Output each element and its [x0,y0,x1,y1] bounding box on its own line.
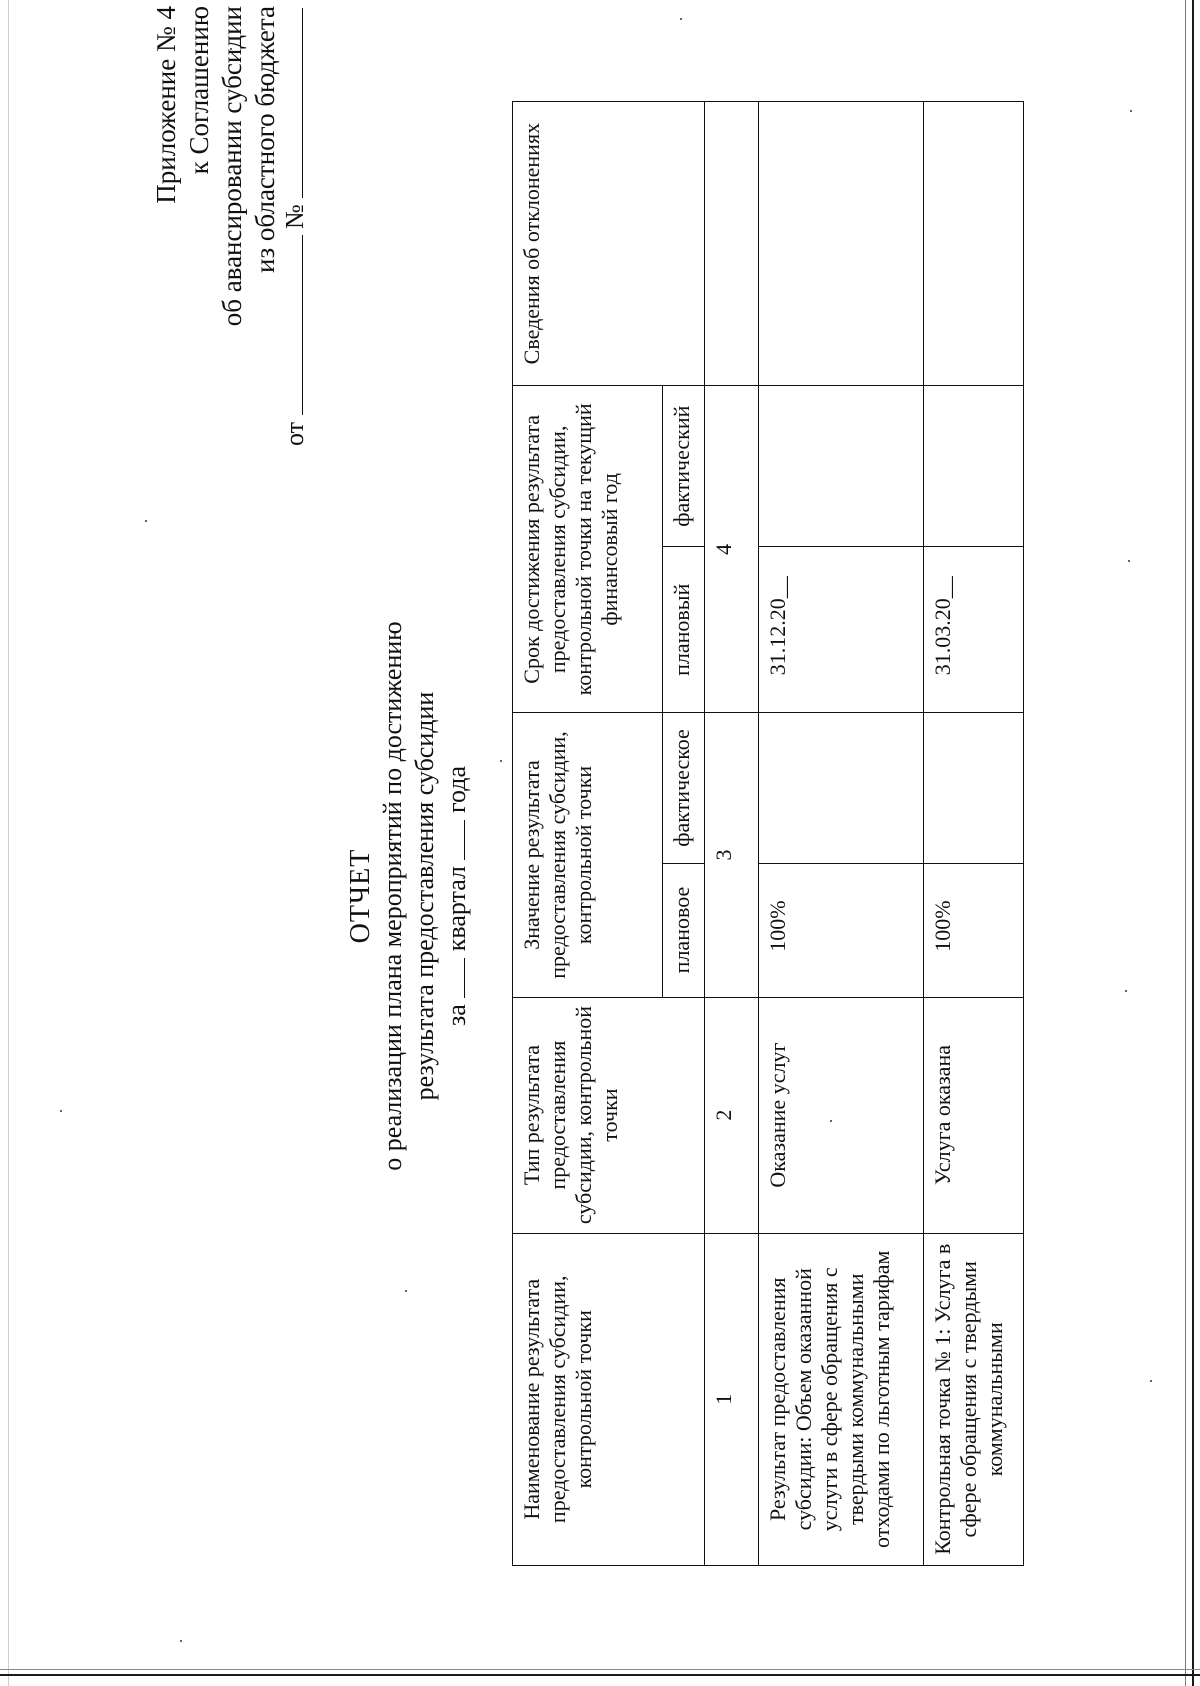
year-blank [442,820,465,860]
row-value-actual [924,713,1024,863]
row-type: Оказание услуг [759,997,924,1233]
column-number-empty [705,102,759,386]
row-value-planned: 100% [759,863,924,997]
header-deviations: Сведения об отклонениях [513,102,705,386]
column-number: 3 [705,713,759,997]
from-label: от [280,421,309,446]
appendix-number: Приложение № 4 [151,6,181,204]
report-title: ОТЧЕТ [345,848,376,944]
report-table [512,101,1024,1566]
column-number: 1 [705,1233,759,1565]
subheader-deadline-actual: фактический [663,386,705,547]
period-for: за [442,1004,471,1027]
row-deviations [924,102,1024,386]
subheader-value-planned: плановое [663,863,705,997]
row-value-planned: 100% [924,863,1024,997]
table-row [759,102,924,1566]
appendix-budget: из областного бюджета [250,6,280,273]
appendix-subject: об авансировании субсидии [217,6,247,327]
period-quarter: квартал [442,866,471,952]
header-name: Наименование результата предоставления субсидии, контрольной точки [513,1233,705,1565]
period-year: года [442,765,471,814]
column-number: 2 [705,997,759,1233]
report-subtitle: о реализации плана мероприятий по достижению [378,621,407,1171]
report-subtitle-2: результата предоставления субсидии [410,691,439,1101]
subheader-value-actual: фактическое [663,713,705,863]
number-blank [280,8,303,198]
header-value: Значение результата предоставления субсидии, контрольной точки [513,713,663,997]
appendix-agreement: к Соглашению [184,6,214,175]
header-type: Тип результата предоставления субсидии, контрольной точки [513,997,705,1233]
row-deadline-actual [924,386,1024,547]
quarter-blank [442,958,465,998]
report-title-block [345,306,473,1486]
row-name: Контрольная точка № 1: Услуга в сфере обращения с твердыми коммунальными [924,1233,1024,1565]
row-deviations [759,102,924,386]
table-header-row [513,102,663,1566]
subheader-deadline-planned: плановый [663,547,705,713]
row-deadline-planned: 31.03.20__ [924,547,1024,713]
row-type: Услуга оказана [924,997,1024,1233]
report-period [441,306,473,1486]
row-name: Результат предоставления субсидии: Объем оказанной услуги в сфере обращения с твердыми коммунальными отходами по льготным тарифам [759,1233,924,1565]
row-deadline-planned: 31.12.20__ [759,547,924,713]
header-deadline: Срок достижения результата предоставления субсидии, контрольной точки на текущий финансовый год [513,386,663,713]
row-deadline-actual [759,386,924,547]
row-value-actual [759,713,924,863]
table-row [924,102,1024,1566]
appendix-date-line [280,6,310,446]
number-label: № [280,204,309,229]
appendix-header [150,6,282,406]
table-column-numbers-row [705,102,759,1566]
date-blank [280,235,303,415]
column-number: 4 [705,386,759,713]
